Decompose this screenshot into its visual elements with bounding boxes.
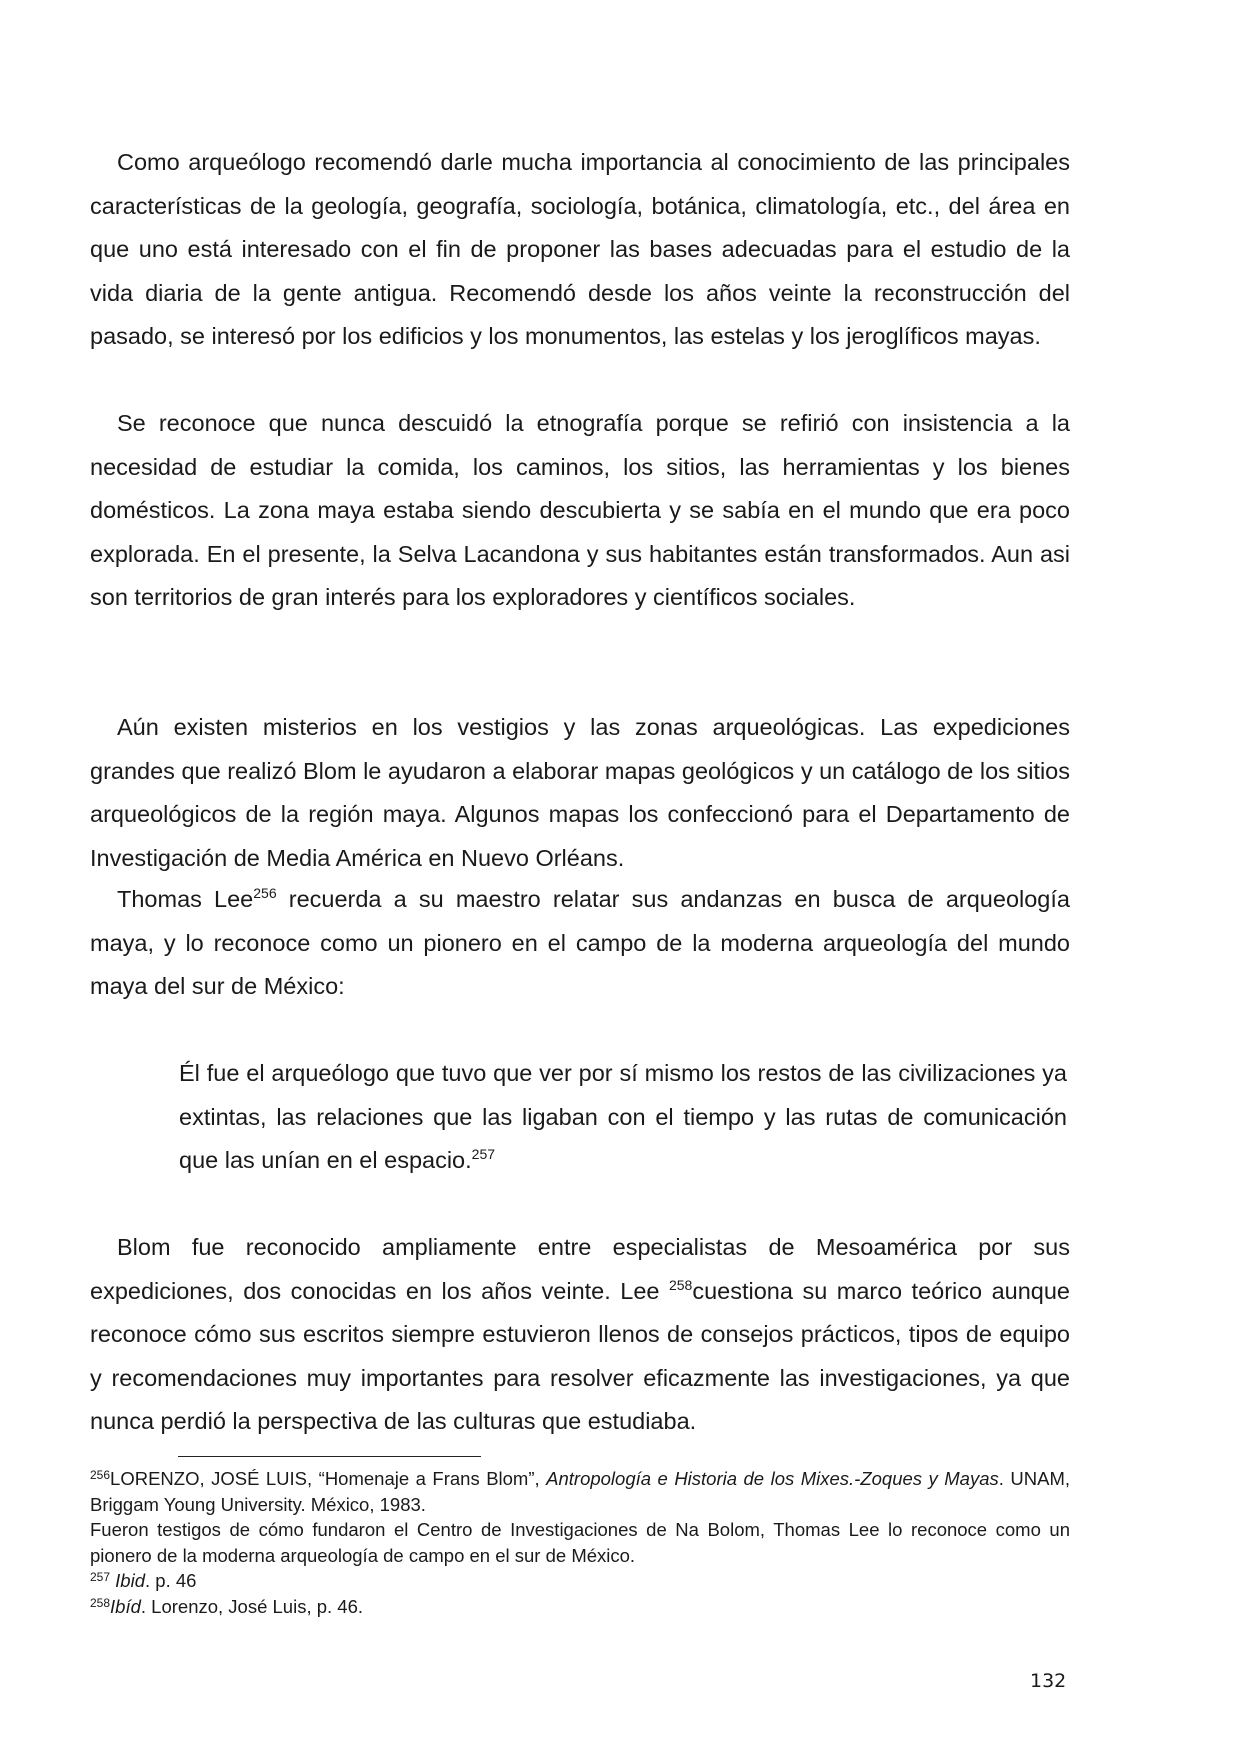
footnote-separator: [178, 1456, 481, 1457]
paragraph-4-text-start: Thomas Lee: [117, 886, 254, 912]
paragraph-5: [90, 1226, 1070, 1444]
footnote-258: [90, 1594, 1070, 1620]
footnote-ref-258: 258: [668, 1276, 693, 1293]
paragraph-4-text-end: recuerda a su maestro relatar sus andanzas en busca de arqueología maya, y lo reconoce como un pionero en el campo de la moderna arqueología del mundo maya del sur de México:: [90, 886, 1070, 999]
footnote-256-title: Antropología e Historia de los Mixes.-Zoques y Mayas: [546, 1468, 999, 1489]
footnote-257: [90, 1568, 1070, 1594]
footnote-258-ibid: Ibíd: [110, 1595, 141, 1617]
footnote-257-text: . p. 46: [145, 1570, 197, 1592]
paragraph-4: [90, 878, 1070, 1009]
paragraph-1: Como arqueólogo recomendó darle mucha importancia al conocimiento de las principales características de la geología, geografía, sociología, botánica, climatología, etc., del área en que uno está interesado con el fin de proponer las bases adecuadas para el estudio de la vida diaria de la gente antigua. Recomendó desde los años veinte la reconstrucción del pasado, se interesó por los edificios y los monumentos, las estelas y los jeroglíficos mayas.: [90, 149, 1070, 349]
footnote-256-number: 256: [90, 1468, 111, 1482]
footnote-256-note: Fueron testigos de cómo fundaron el Centro de Investigaciones de Na Bolom, Thomas Lee lo reconoce como un pionero de la moderna arqueología de campo en el sur de México.: [90, 1519, 1070, 1566]
footnote-257-ibid: Ibid: [115, 1570, 145, 1592]
block-quote: [179, 1052, 1067, 1183]
footnote-258-text: . Lorenzo, José Luis, p. 46.: [140, 1595, 364, 1617]
paragraph-5-text-start: Blom fue reconocido ampliamente entre especialistas de Mesoamérica por sus expediciones, dos conocidas en los años veinte. Lee: [90, 1234, 1070, 1304]
footnote-256: [90, 1466, 1070, 1517]
paragraph-2: Se reconoce que nunca descuidó la etnografía porque se refirió con insistencia a la necesidad de estudiar la comida, los caminos, los sitios, las herramientas y los bienes domésticos. La zona maya estaba siendo descubierta y se sabía en el mundo que era poco explorada. En el presente, la Selva Lacandona y sus habitantes están transformados. Aun asi son territorios de gran interés para los exploradores y científicos sociales.: [90, 410, 1070, 610]
footnote-ref-257: 257: [471, 1146, 496, 1162]
footnote-257-number: 257: [90, 1570, 111, 1585]
footnotes: [90, 1466, 1070, 1620]
footnote-258-number: 258: [90, 1595, 111, 1610]
block-quote-text: Él fue el arqueólogo que tuvo que ver por sí mismo los restos de las civilizaciones ya extintas, las relaciones que las ligaban con el tiempo y las rutas de comunicación que las unían en el espacio.: [179, 1060, 1067, 1173]
paragraph-3: Aún existen misterios en los vestigios y las zonas arqueológicas. Las expediciones grandes que realizó Blom le ayudaron a elaborar mapas geológicos y un catálogo de los sitios arqueológicos de la región maya. Algunos mapas los confeccionó para el Departamento de Investigación de Media América en Nuevo Orléans.: [90, 714, 1070, 871]
footnote-256-text: LORENZO, JOSÉ LUIS, “Homenaje a Frans Blom”,: [110, 1468, 547, 1489]
page-number: 132: [1030, 1670, 1067, 1692]
paragraph-5-text-end: cuestiona su marco teórico aunque reconoce cómo sus escritos siempre estuvieron llenos de consejos prácticos, tipos de equipo y recomendaciones muy importantes para resolver eficazmente las investigaciones, ya que nunca perdió la perspectiva de las culturas que estudiaba.: [90, 1277, 1070, 1434]
footnote-ref-256: 256: [253, 885, 277, 901]
footnote-256-text-end: . UNAM, Briggam Young University. México, 1983.: [90, 1468, 1071, 1515]
